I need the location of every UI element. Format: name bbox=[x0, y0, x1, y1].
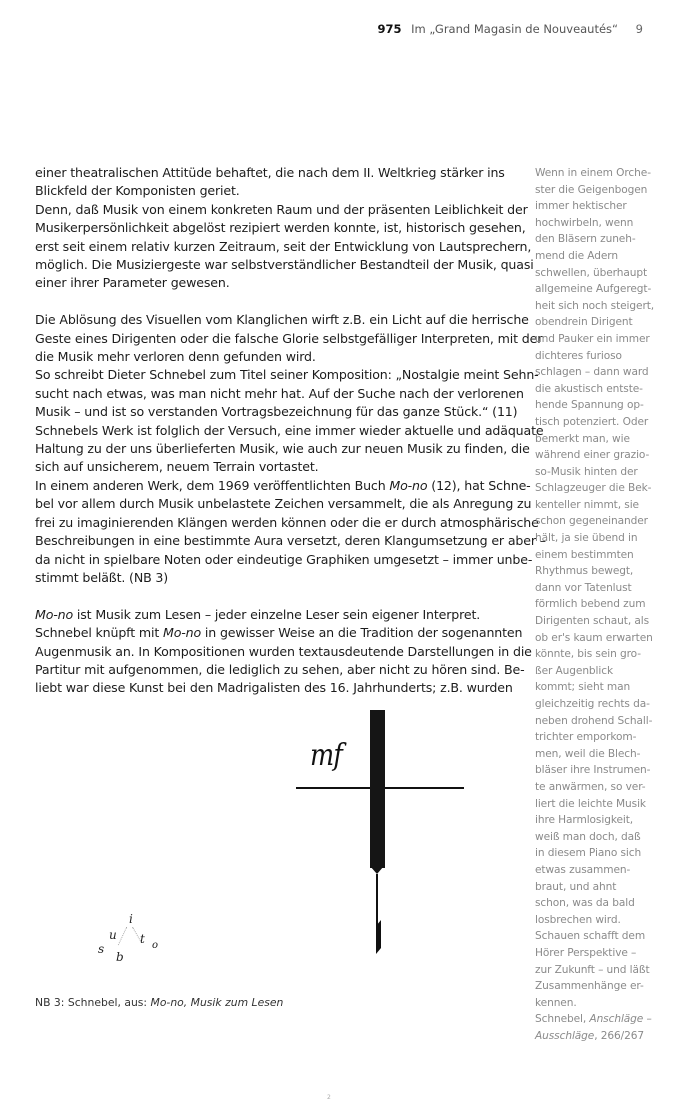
sidebar-line: neben drohend Schall- bbox=[535, 714, 653, 727]
source-author: Schnebel, bbox=[535, 1013, 590, 1026]
paragraph-gap bbox=[35, 293, 521, 311]
sidebar-line: te anwärmen, so ver- bbox=[535, 780, 646, 793]
paragraph-2 bbox=[35, 311, 546, 587]
sidebar-line: kennen. bbox=[535, 996, 577, 1009]
sidebar-line: Dirigenten schaut, als bbox=[535, 615, 650, 628]
text-line: einer theatralischen Attitüde behaftet, die nach dem II. Weltkrieg stärker ins bbox=[35, 165, 505, 180]
folio-number: 9 bbox=[635, 22, 643, 36]
letter: i bbox=[129, 912, 133, 926]
sidebar-line: heit sich noch steigert, bbox=[535, 299, 655, 312]
text-line: Augenmusik an. In Kompositionen wurden textausdeutende Darstellungen in die bbox=[35, 643, 532, 659]
sidebar-source bbox=[535, 1028, 685, 1045]
dynamic-marking-mf: mf bbox=[310, 738, 342, 773]
thick-note-stem bbox=[370, 710, 385, 868]
text-line bbox=[35, 624, 521, 642]
figure-caption bbox=[35, 996, 283, 1009]
text-line: Geste eines Dirigenten oder die falsche Glorie selbstgefälliger Interpreten, mit der bbox=[35, 330, 543, 346]
letter: t bbox=[140, 932, 145, 946]
text-line: Blickfeld der Komponisten geriet. bbox=[35, 183, 240, 199]
sidebar-line: immer hektischer bbox=[535, 200, 627, 213]
text-line: Denn, daß Musik von einem konkreten Raum und der präsenten Leiblichkeit der bbox=[35, 201, 528, 217]
sidebar-line: Rhythmus bewegt, bbox=[535, 565, 634, 578]
paragraph-3 bbox=[35, 606, 532, 698]
sidebar-quote bbox=[535, 165, 685, 1044]
text-line: Beschreibungen in eine bestimmte Aura versetzt, deren Klangumsetzung er aber – bbox=[35, 533, 546, 549]
sidebar-line: schon, was da bald bbox=[535, 897, 635, 910]
sidebar-line: Wenn in einem Orche- bbox=[535, 167, 651, 179]
sidebar-line: bemerkt man, wie bbox=[535, 432, 630, 445]
stem-tip bbox=[370, 866, 384, 874]
text-line: frei zu imaginierenden Klängen werden können oder die er durch atmosphärische bbox=[35, 514, 539, 530]
sidebar-line: schlagen – dann ward bbox=[535, 366, 649, 379]
work-title-mono: Mo-no bbox=[389, 477, 428, 493]
sidebar-line: und Pauker ein immer bbox=[535, 332, 650, 345]
sidebar-line: bläser ihre Instrumen- bbox=[535, 764, 651, 777]
page-number: 975 bbox=[377, 22, 402, 36]
sidebar-line: den Bläsern zuneh- bbox=[535, 233, 636, 246]
text-line: Musikerpersönlichkeit abgelöst rezipiert werden konnte, ist, historisch gesehen, bbox=[35, 220, 526, 236]
sidebar-line: dann vor Tatenlust bbox=[535, 581, 632, 594]
music-notation-figure bbox=[288, 708, 468, 948]
sidebar-line: ob er's kaum erwarten bbox=[535, 631, 653, 644]
sidebar-line: ihre Harmlosigkeit, bbox=[535, 814, 634, 827]
dotted-connector bbox=[118, 927, 127, 946]
work-title-mono: Mo-no bbox=[35, 606, 74, 622]
text-line: Schnebels Werk ist folglich der Versuch, eine immer wieder aktuelle und adäquate bbox=[35, 422, 544, 438]
text-line: Partitur mit aufgenommen, die lediglich zu sehen, aber nicht zu hören sind. Be- bbox=[35, 661, 525, 677]
text-run: Schnebel knüpft mit bbox=[35, 625, 163, 641]
sidebar-line: Schlagzeuger die Bek- bbox=[535, 482, 652, 495]
text-line: einer ihrer Parameter gewesen. bbox=[35, 275, 230, 291]
text-line: So schreibt Dieter Schnebel zum Titel seiner Komposition: „Nostalgie meint Sehn- bbox=[35, 367, 539, 383]
footer-mark: 2 bbox=[327, 1094, 331, 1101]
letter: u bbox=[109, 928, 117, 942]
sidebar-line: hende Spannung op- bbox=[535, 399, 644, 412]
sidebar-line: einem bestimmten bbox=[535, 548, 634, 561]
sidebar-line: Hörer Perspektive – bbox=[535, 946, 637, 959]
text-line: sich auf unsicherem, neuem Terrain vortastet. bbox=[35, 459, 319, 475]
sidebar-line: losbrechen wird. bbox=[535, 913, 621, 926]
letter: o bbox=[152, 940, 159, 951]
sidebar-line: braut, und ahnt bbox=[535, 880, 617, 893]
source-pages: , 266/267 bbox=[594, 1029, 645, 1042]
note-flag-icon bbox=[376, 920, 381, 954]
letter: s bbox=[98, 942, 105, 956]
text-line: Haltung zu der uns überlieferten Musik, wie auch zur neuen Musik zu finden, die bbox=[35, 441, 530, 457]
sidebar-line: in diesem Piano sich bbox=[535, 847, 642, 860]
main-text-column bbox=[35, 164, 546, 698]
sidebar-line: schwellen, überhaupt bbox=[535, 266, 648, 279]
text-line bbox=[35, 606, 521, 624]
sidebar-line: während einer grazio- bbox=[535, 449, 650, 462]
running-title: Im „Grand Magasin de Nouveautés“ bbox=[411, 22, 619, 36]
sidebar-line: etwas zusammen- bbox=[535, 863, 631, 876]
text-line: bel vor allem durch Musik unbelastete Zeichen versammelt, die als Anregung zu bbox=[35, 496, 532, 512]
source-title: Anschläge – bbox=[589, 1013, 652, 1026]
sidebar-line: könnte, bis sein gro- bbox=[535, 648, 641, 661]
sidebar-line: men, weil die Blech- bbox=[535, 747, 641, 760]
text-line: stimmt beläßt. (NB 3) bbox=[35, 569, 169, 585]
text-run: (12), hat Schne- bbox=[427, 477, 531, 493]
sidebar-line: weiß man doch, daß bbox=[535, 830, 641, 843]
sidebar-line: förmlich bebend zum bbox=[535, 598, 646, 611]
paragraph-1 bbox=[35, 164, 534, 293]
sidebar-line: kommt; sieht man bbox=[535, 681, 631, 694]
text-line: sucht nach etwas, was man nicht mehr hat. Auf der Suche nach der verlorenen bbox=[35, 385, 524, 401]
running-header bbox=[377, 22, 643, 36]
sidebar-line: hält, ja sie übend in bbox=[535, 532, 638, 545]
sidebar-line: so-Musik hinten der bbox=[535, 465, 638, 478]
sidebar-line: obendrein Dirigent bbox=[535, 316, 633, 329]
caption-prefix: NB 3: Schnebel, aus: bbox=[35, 996, 151, 1009]
text-line: die Musik mehr verloren denn gefunden wird. bbox=[35, 349, 316, 365]
caption-title: Mo-no, Musik zum Lesen bbox=[150, 996, 284, 1009]
text-line: da nicht in spielbare Noten oder eindeutige Graphiken umgesetzt – immer unbe- bbox=[35, 551, 533, 567]
sidebar-line: hochwirbeln, wenn bbox=[535, 216, 634, 229]
text-line: liebt war diese Kunst bei den Madrigalisten des 16. Jahrhunderts; z.B. wurden bbox=[35, 680, 513, 696]
paragraph-gap bbox=[35, 587, 521, 605]
text-run: ist Musik zum Lesen – jeder einzelne Leser sein eigener Interpret. bbox=[73, 606, 481, 622]
sidebar-line: Schauen schafft dem bbox=[535, 930, 646, 943]
sidebar-source bbox=[535, 1011, 685, 1028]
sidebar-line: dichteres furioso bbox=[535, 349, 622, 362]
sidebar-line: ster die Geigenbogen bbox=[535, 183, 648, 196]
text-run: in gewisser Weise an die Tradition der sogenannten bbox=[201, 625, 523, 641]
text-line: Die Ablösung des Visuellen vom Klanglichen wirft z.B. ein Licht auf die herrische bbox=[35, 312, 529, 328]
sidebar-line: ßer Augenblick bbox=[535, 664, 614, 677]
text-line: möglich. Die Musiziergeste war selbstverständlicher Bestandteil der Musik, quasi bbox=[35, 257, 534, 273]
sidebar-line: gleichzeitig rechts da- bbox=[535, 698, 650, 710]
text-line: Musik – und ist so verstanden Vortragsbezeichnung für das ganze Stück.“ (11) bbox=[35, 404, 518, 420]
source-title: Ausschläge bbox=[535, 1029, 595, 1042]
letter: b bbox=[116, 950, 124, 964]
sidebar-line: allgemeine Aufgeregt- bbox=[535, 283, 652, 296]
work-title-mono: Mo-no bbox=[163, 625, 202, 641]
sidebar-line: die akustisch entste- bbox=[535, 382, 643, 395]
text-run: In einem anderen Werk, dem 1969 veröffentlichten Buch bbox=[35, 477, 390, 493]
sidebar-line: Zusammenhänge er- bbox=[535, 980, 644, 993]
sidebar-line: tisch potenziert. Oder bbox=[535, 415, 649, 428]
sidebar-line: schon gegeneinander bbox=[535, 515, 648, 528]
sidebar-line: mend die Adern bbox=[535, 249, 618, 262]
text-line: erst seit einem relativ kurzen Zeitraum, seit der Entwicklung von Lautsprechern, bbox=[35, 238, 532, 254]
sidebar-line: liert die leichte Musik bbox=[535, 797, 646, 810]
sidebar-line: trichter emporkom- bbox=[535, 731, 637, 744]
subito-scattered-letters bbox=[96, 912, 166, 970]
sidebar-line: kenteller nimmt, sie bbox=[535, 498, 639, 511]
text-line bbox=[35, 477, 531, 495]
sidebar-line: zur Zukunft – und läßt bbox=[535, 963, 650, 976]
